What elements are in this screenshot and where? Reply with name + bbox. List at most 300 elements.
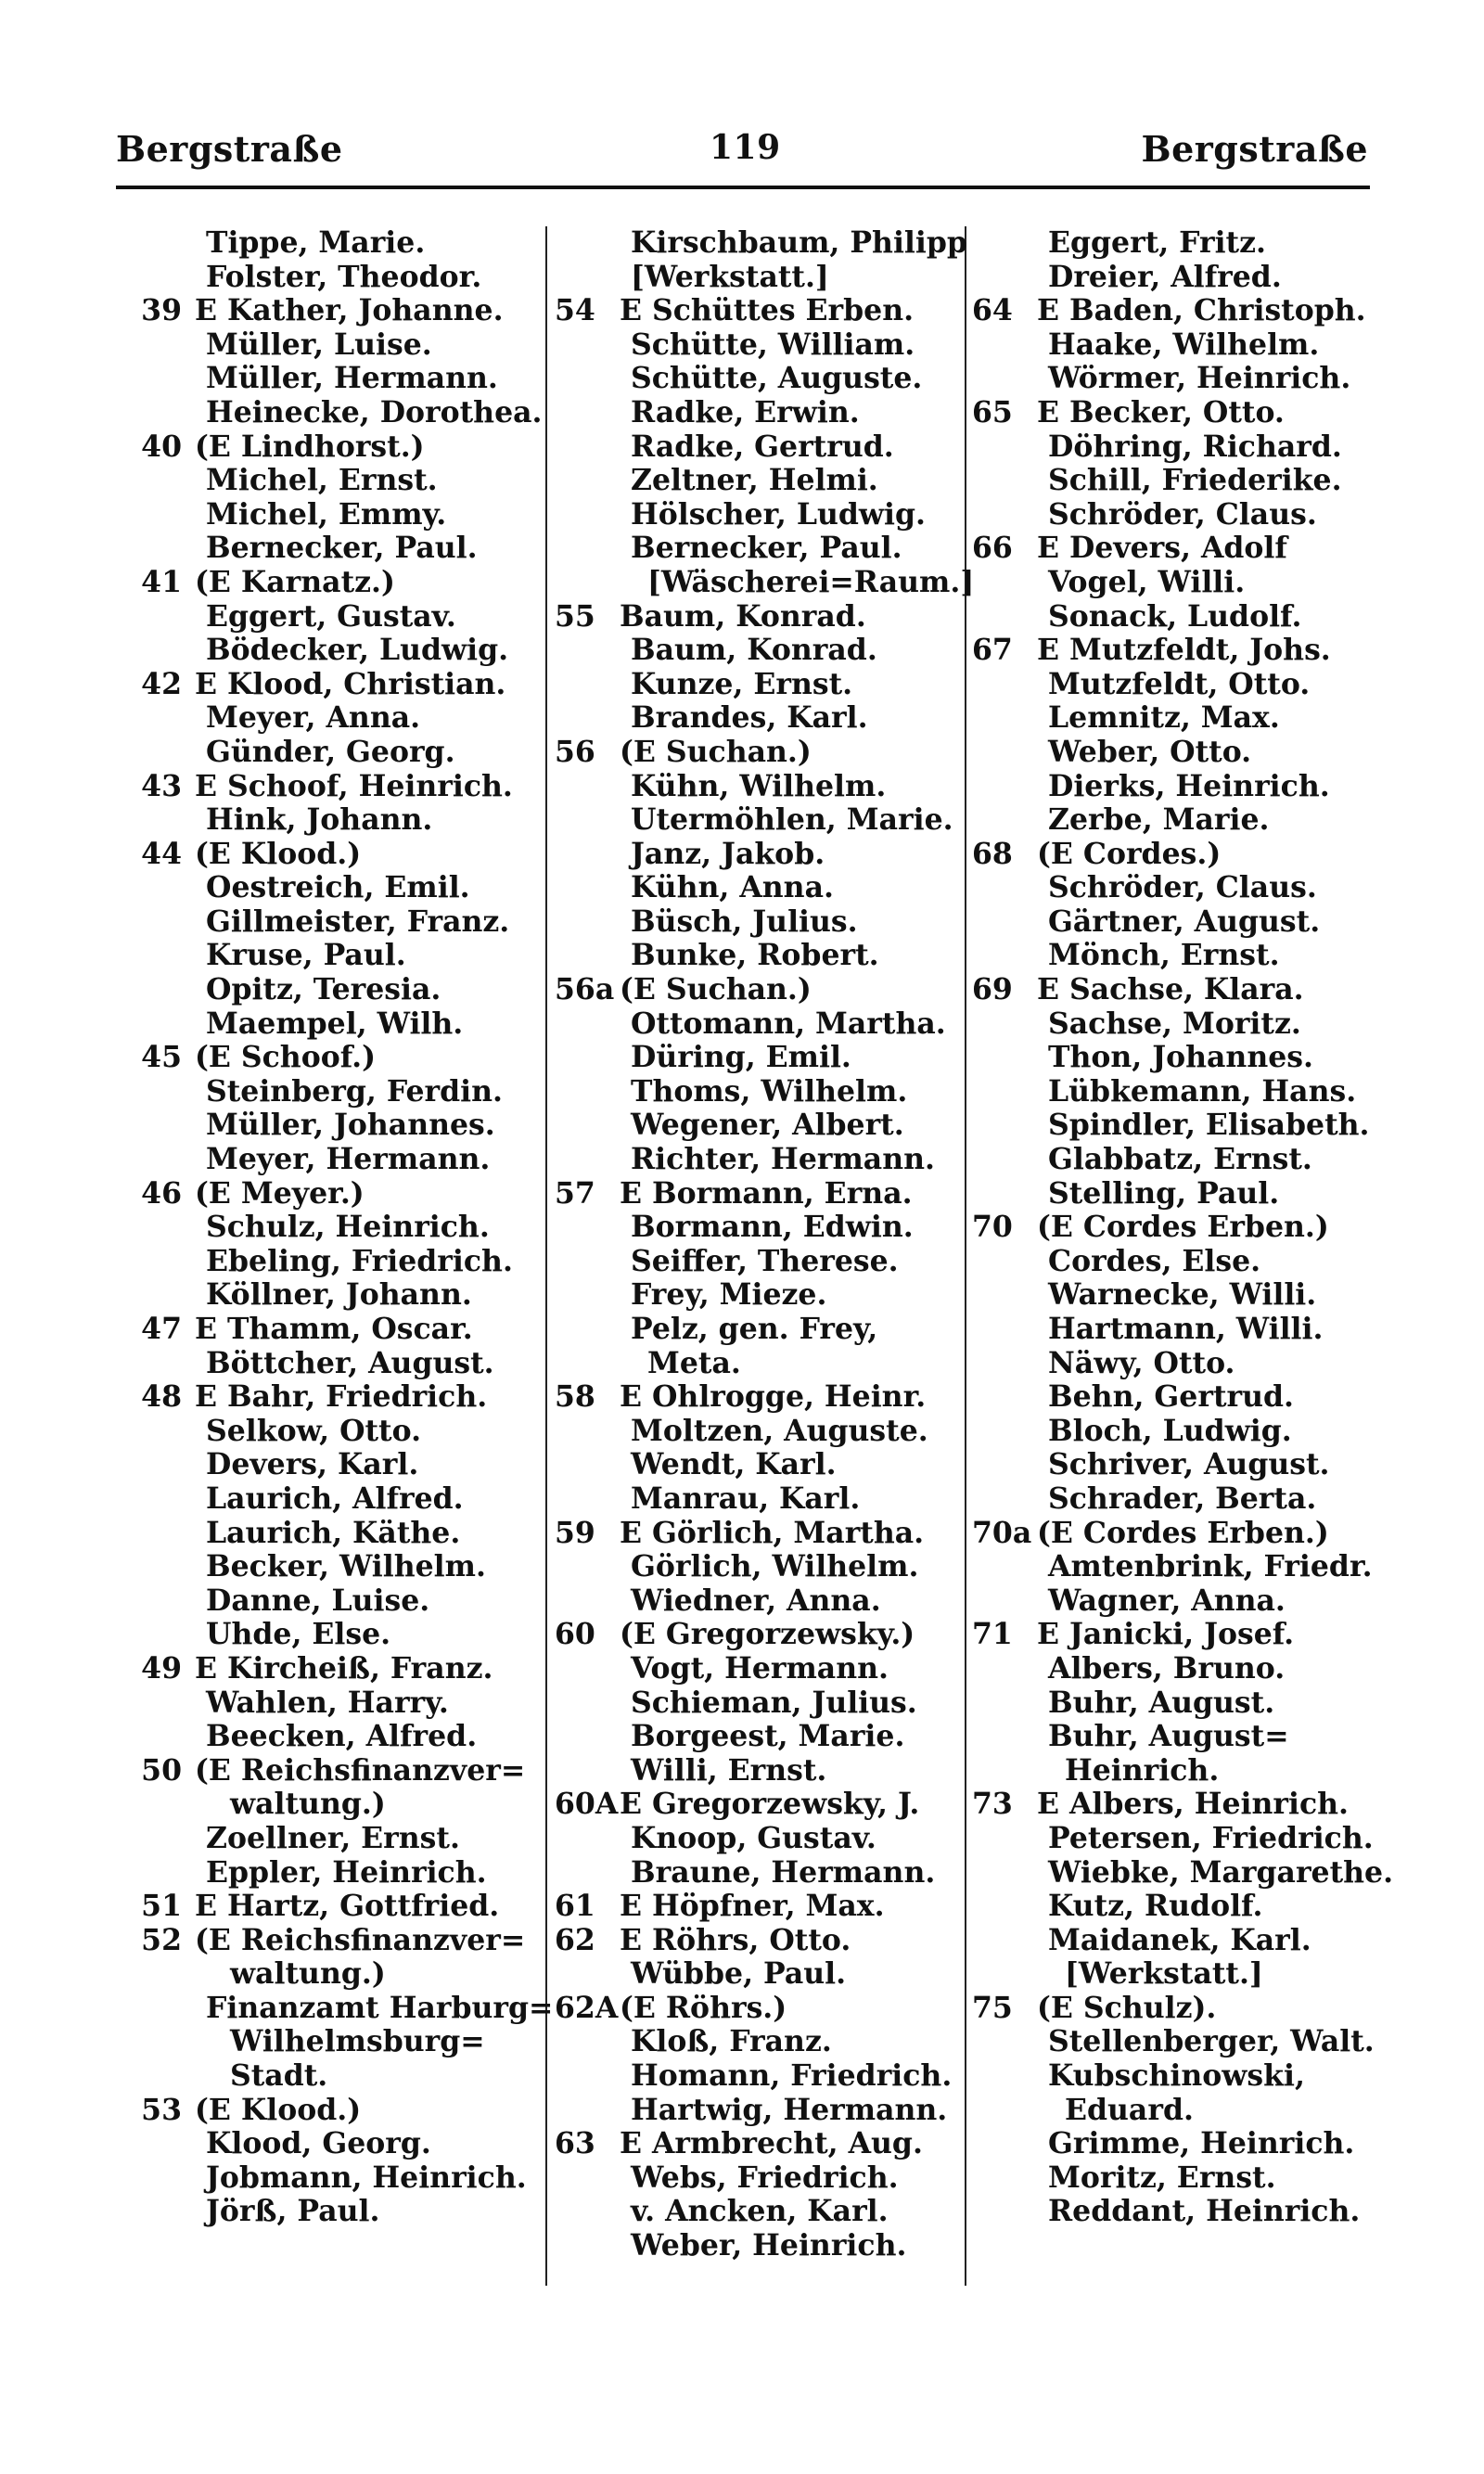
- directory-entry: [972, 600, 1380, 635]
- directory-entry: [555, 1278, 968, 1313]
- resident-name: Schieman, Julius.: [631, 1685, 917, 1720]
- resident-name: Meyer, Anna.: [206, 700, 421, 736]
- resident-name: (E Reichsfinanzver=: [195, 1922, 526, 1957]
- directory-entry: [972, 1517, 1380, 1551]
- resident-name: (E Meyer.): [195, 1175, 365, 1211]
- house-number: 63: [555, 2126, 595, 2161]
- directory-entry: [972, 1448, 1380, 1482]
- directory-entry: [555, 1517, 968, 1551]
- resident-name: Günder, Georg.: [206, 734, 455, 769]
- directory-entry: [555, 1415, 968, 1449]
- house-number: 45: [141, 1040, 182, 1075]
- house-number: 75: [972, 1990, 1013, 2025]
- directory-entry: [972, 464, 1380, 498]
- resident-name: Sonack, Ludolf.: [1048, 598, 1302, 634]
- directory-entry: [555, 803, 968, 838]
- resident-name: Manrau, Karl.: [631, 1481, 861, 1516]
- resident-name: Vogt, Hermann.: [631, 1650, 889, 1686]
- directory-entry: [972, 770, 1380, 804]
- directory-entry: [555, 328, 968, 363]
- resident-name: Bernecker, Paul.: [206, 531, 478, 566]
- directory-entry: [119, 430, 547, 465]
- page-number: 119: [710, 128, 781, 167]
- directory-entry: [972, 226, 1380, 261]
- directory-entry: [119, 1652, 547, 1686]
- house-number: 70a: [972, 1515, 1032, 1550]
- resident-name: Büsch, Julius.: [631, 904, 858, 939]
- house-number: 59: [555, 1515, 595, 1550]
- resident-name: E Armbrecht, Aug.: [620, 2126, 923, 2161]
- directory-entry: [119, 1278, 547, 1313]
- resident-name: (E Klood.): [195, 2092, 362, 2127]
- house-number: 56: [555, 734, 595, 769]
- resident-name: E Bormann, Erna.: [620, 1175, 913, 1211]
- house-number: 48: [141, 1379, 182, 1415]
- directory-entry: [119, 1788, 547, 1822]
- directory-entry: [555, 1720, 968, 1754]
- directory-column-2: [555, 225, 975, 2263]
- resident-name: Bloch, Ludwig.: [1048, 1413, 1292, 1448]
- directory-entry: [555, 1177, 968, 1211]
- resident-name: Selkow, Otto.: [206, 1413, 422, 1448]
- resident-name: v. Ancken, Karl.: [631, 2194, 889, 2229]
- directory-entry: [119, 1890, 547, 1924]
- directory-entry: [972, 498, 1380, 532]
- directory-entry: [119, 1380, 547, 1415]
- directory-entry: [972, 1550, 1380, 1584]
- house-number: 43: [141, 768, 182, 803]
- directory-entry: [555, 564, 975, 600]
- directory-entry: [119, 634, 547, 668]
- resident-name: Laurich, Alfred.: [206, 1481, 464, 1516]
- resident-name: E Kircheiß, Franz.: [195, 1650, 493, 1686]
- resident-name: Eppler, Heinrich.: [206, 1854, 487, 1890]
- directory-entry: [119, 1957, 547, 1992]
- resident-name: Eggert, Fritz.: [1048, 225, 1266, 260]
- directory-entry: [119, 498, 547, 532]
- resident-name: Willi, Ernst.: [631, 1752, 827, 1788]
- directory-entry: [972, 1992, 1380, 2026]
- resident-name: Kirschbaum, Philipp: [631, 225, 967, 260]
- resident-name: E Mutzfeldt, Johs.: [1037, 633, 1331, 668]
- directory-entry: [555, 1347, 968, 1381]
- resident-name: Mutzfeldt, Otto.: [1048, 666, 1311, 701]
- resident-name: E Röhrs, Otto.: [620, 1922, 851, 1957]
- resident-name: Hink, Johann.: [206, 802, 433, 838]
- house-number: 57: [555, 1175, 595, 1211]
- directory-entry: [972, 736, 1380, 770]
- resident-name: Amtenbrink, Friedr.: [1048, 1549, 1373, 1584]
- directory-entry: [555, 294, 968, 328]
- house-number: 62A: [555, 1990, 619, 2025]
- directory-entry: [119, 1822, 547, 1856]
- resident-name: Lübkemann, Hans.: [1048, 1073, 1357, 1109]
- resident-name: Ebeling, Friedrich.: [206, 1243, 513, 1278]
- resident-name: Reddant, Heinrich.: [1048, 2194, 1361, 2229]
- resident-name: Jobmann, Heinrich.: [206, 2160, 527, 2195]
- directory-entry: [555, 838, 968, 872]
- resident-name: Kubschinowski,: [1048, 2058, 1305, 2094]
- resident-name: Bernecker, Paul.: [631, 531, 902, 566]
- resident-name: Folster, Theodor.: [206, 259, 482, 294]
- resident-name: Warnecke, Willi.: [1048, 1277, 1317, 1313]
- directory-entry: [555, 1550, 968, 1584]
- directory-entry: [555, 2229, 968, 2263]
- directory-entry: [972, 1822, 1380, 1856]
- resident-name: Wahlen, Harry.: [206, 1685, 449, 1720]
- resident-name: Utermöhlen, Marie.: [631, 802, 953, 838]
- directory-entry: [972, 1211, 1380, 1245]
- directory-entry: [555, 1041, 968, 1075]
- house-number: 47: [141, 1312, 182, 1346]
- directory-entry: [555, 1482, 968, 1517]
- resident-name: Ottomann, Martha.: [631, 1006, 946, 1041]
- running-head-right: Bergstraße: [1141, 128, 1368, 170]
- directory-entry: [972, 2025, 1380, 2059]
- resident-name: (E Reichsfinanzver=: [195, 1752, 526, 1788]
- resident-name: Sachse, Moritz.: [1048, 1006, 1301, 1041]
- resident-name: Schütte, Auguste.: [631, 361, 923, 396]
- house-number: 68: [972, 836, 1013, 871]
- resident-name: Gillmeister, Franz.: [206, 904, 510, 939]
- resident-name: Zoellner, Ernst.: [206, 1820, 460, 1855]
- directory-entry: [972, 396, 1380, 430]
- directory-entry: [555, 396, 968, 430]
- resident-name: Dierks, Heinrich.: [1048, 768, 1330, 803]
- house-number: 39: [141, 293, 182, 328]
- directory-entry: [972, 1957, 1380, 1992]
- directory-entry: [972, 261, 1380, 295]
- directory-entry: [119, 1109, 547, 1143]
- directory-entry: [972, 1415, 1380, 1449]
- resident-name: Stellenberger, Walt.: [1048, 2024, 1375, 2059]
- resident-name: Baum, Konrad.: [631, 633, 877, 668]
- directory-entry: [972, 2059, 1380, 2094]
- house-number: 66: [972, 531, 1013, 566]
- directory-entry: [972, 1109, 1380, 1143]
- resident-name: E Ohlrogge, Heinr.: [620, 1379, 927, 1415]
- directory-entry: [972, 1041, 1380, 1075]
- resident-name: E Janicki, Josef.: [1037, 1617, 1295, 1652]
- resident-name: [Werkstatt.]: [1065, 1956, 1263, 1992]
- directory-entry: [119, 1007, 547, 1042]
- resident-name: Brandes, Karl.: [631, 700, 868, 736]
- house-number: 64: [972, 293, 1013, 328]
- resident-name: Baum, Konrad.: [620, 598, 866, 634]
- resident-name: E Devers, Adolf: [1037, 531, 1287, 566]
- directory-entry: [555, 1822, 968, 1856]
- directory-entry: [555, 634, 968, 668]
- house-number: 51: [141, 1889, 182, 1924]
- directory-entry: [119, 2094, 547, 2128]
- resident-name: [Werkstatt.]: [631, 259, 829, 294]
- resident-name: Janz, Jakob.: [631, 836, 825, 871]
- directory-entry: [972, 1075, 1380, 1109]
- directory-entry: [555, 1211, 968, 1245]
- directory-entry: [555, 905, 968, 940]
- page-header: [0, 119, 1484, 184]
- resident-name: Näwy, Otto.: [1048, 1345, 1235, 1380]
- resident-name: Grimme, Heinrich.: [1048, 2126, 1355, 2161]
- directory-entry: [972, 1347, 1380, 1381]
- directory-entry: [972, 1788, 1380, 1822]
- resident-name: Kruse, Paul.: [206, 938, 406, 973]
- resident-name: Wilhelmsburg=: [230, 2024, 485, 2059]
- resident-name: Tippe, Marie.: [206, 225, 426, 260]
- resident-name: (E Schulz).: [1037, 1990, 1217, 2025]
- resident-name: Schütte, William.: [631, 327, 915, 362]
- directory-entry: [972, 871, 1380, 905]
- resident-name: Klood, Georg.: [206, 2126, 431, 2161]
- resident-name: (E Cordes Erben.): [1037, 1210, 1329, 1245]
- directory-entry: [119, 328, 547, 363]
- directory-entry: [119, 838, 547, 872]
- resident-name: Webs, Friedrich.: [631, 2160, 899, 2195]
- directory-entry: [555, 1856, 968, 1891]
- resident-name: Michel, Ernst.: [206, 463, 438, 498]
- house-number: 41: [141, 564, 182, 599]
- house-number: 46: [141, 1175, 182, 1211]
- directory-entry: [972, 362, 1380, 396]
- directory-entry: [119, 2195, 547, 2229]
- directory-entry: [119, 973, 547, 1007]
- directory-entry: [555, 1313, 968, 1347]
- directory-entry: [119, 1177, 547, 1211]
- directory-entry: [119, 668, 547, 702]
- directory-entry: [119, 1924, 547, 1958]
- directory-entry: [555, 701, 968, 736]
- directory-entry: [119, 261, 547, 295]
- resident-name: Kloß, Franz.: [631, 2024, 832, 2059]
- directory-entry: [119, 701, 547, 736]
- directory-entry: [119, 1856, 547, 1891]
- directory-entry: [119, 1415, 547, 1449]
- directory-entry: [555, 1245, 968, 1279]
- resident-name: Maidanek, Karl.: [1048, 1922, 1311, 1957]
- directory-entry: [555, 2094, 968, 2128]
- directory-entry: [972, 1278, 1380, 1313]
- resident-name: E Baden, Christoph.: [1037, 293, 1366, 328]
- house-number: 54: [555, 293, 595, 328]
- resident-name: Schröder, Claus.: [1048, 496, 1317, 532]
- resident-name: Beecken, Alfred.: [206, 1719, 478, 1754]
- directory-entry: [119, 2025, 547, 2059]
- directory-entry: [119, 1618, 547, 1652]
- resident-name: Danne, Luise.: [206, 1583, 430, 1618]
- directory-entry: [119, 1517, 547, 1551]
- house-number: 69: [972, 972, 1013, 1007]
- resident-name: Eduard.: [1065, 2092, 1194, 2127]
- directory-entry: [555, 939, 968, 973]
- resident-name: waltung.): [230, 1787, 386, 1822]
- resident-name: Schill, Friederike.: [1048, 463, 1342, 498]
- directory-entry: [119, 1550, 547, 1584]
- resident-name: Wiebke, Margarethe.: [1048, 1854, 1394, 1890]
- directory-entry: [119, 905, 547, 940]
- directory-entry: [972, 2161, 1380, 2196]
- directory-entry: [555, 1992, 968, 2026]
- resident-name: Kunze, Ernst.: [631, 666, 853, 701]
- resident-name: Stadt.: [230, 2058, 328, 2094]
- house-number: 58: [555, 1379, 595, 1415]
- house-number: 52: [141, 1922, 182, 1957]
- directory-entry: [972, 634, 1380, 668]
- house-number: 49: [141, 1650, 182, 1686]
- directory-entry: [972, 1143, 1380, 1177]
- resident-name: E Kather, Johanne.: [195, 293, 504, 328]
- resident-name: Döhring, Richard.: [1048, 429, 1342, 464]
- directory-entry: [555, 1652, 968, 1686]
- directory-entry: [119, 1990, 554, 2026]
- resident-name: E Becker, Otto.: [1037, 394, 1285, 429]
- running-head-left: Bergstraße: [116, 128, 343, 170]
- resident-name: Weber, Heinrich.: [631, 2228, 907, 2263]
- directory-entry: [555, 1380, 968, 1415]
- resident-name: E Schüttes Erben.: [620, 293, 915, 328]
- directory-entry: [972, 2127, 1380, 2161]
- directory-entry: [972, 2094, 1380, 2128]
- directory-entry: [119, 566, 547, 600]
- directory-entry: [555, 2025, 968, 2059]
- directory-entry: [119, 770, 547, 804]
- resident-name: Finanzamt Harburg=: [206, 1990, 554, 2025]
- resident-name: E Sachse, Klara.: [1037, 972, 1304, 1007]
- resident-name: Opitz, Teresia.: [206, 972, 441, 1007]
- directory-entry: [119, 464, 547, 498]
- house-number: 53: [141, 2092, 182, 2127]
- house-number: 73: [972, 1787, 1013, 1822]
- resident-name: Bunke, Robert.: [631, 938, 879, 973]
- directory-entry: [555, 1754, 968, 1788]
- resident-name: Laurich, Käthe.: [206, 1515, 461, 1550]
- resident-name: Hartmann, Willi.: [1048, 1312, 1324, 1346]
- resident-name: Eggert, Gustav.: [206, 598, 456, 634]
- resident-name: Buhr, August.: [1048, 1685, 1275, 1720]
- directory-entry: [972, 1380, 1380, 1415]
- resident-name: (E Cordes.): [1037, 836, 1222, 871]
- directory-entry: [119, 1313, 547, 1347]
- resident-name: Cordes, Else.: [1048, 1243, 1261, 1278]
- resident-name: Frey, Mieze.: [631, 1277, 827, 1313]
- house-number: 55: [555, 598, 595, 634]
- resident-name: (E Lindhorst.): [195, 429, 425, 464]
- directory-entry: [119, 939, 547, 973]
- directory-entry: [972, 1652, 1380, 1686]
- directory-entry: [555, 2161, 968, 2196]
- directory-entry: [555, 261, 968, 295]
- directory-entry: [555, 1075, 968, 1109]
- resident-name: Heinrich.: [1065, 1752, 1220, 1788]
- resident-name: Kutz, Rudolf.: [1048, 1889, 1263, 1924]
- directory-entry: [555, 2195, 968, 2229]
- directory-entry: [972, 1686, 1380, 1721]
- resident-name: Spindler, Elisabeth.: [1048, 1108, 1370, 1143]
- directory-entry: [972, 1618, 1380, 1652]
- resident-name: Becker, Wilhelm.: [206, 1549, 486, 1584]
- directory-entry: [972, 1754, 1380, 1788]
- directory-entry: [119, 1245, 547, 1279]
- resident-name: Radke, Gertrud.: [631, 429, 894, 464]
- resident-name: Meyer, Hermann.: [206, 1142, 491, 1177]
- directory-entry: [555, 2059, 968, 2094]
- resident-name: Weber, Otto.: [1048, 734, 1252, 769]
- directory-entry: [119, 1584, 547, 1619]
- resident-name: Vogel, Willi.: [1048, 564, 1246, 599]
- directory-entry: [555, 532, 968, 566]
- house-number: 71: [972, 1617, 1013, 1652]
- house-number: 50: [141, 1752, 182, 1788]
- resident-name: E Albers, Heinrich.: [1037, 1787, 1349, 1822]
- resident-name: E Görlich, Martha.: [620, 1515, 925, 1550]
- resident-name: E Höpfner, Max.: [620, 1889, 885, 1924]
- resident-name: Schriver, August.: [1048, 1447, 1330, 1482]
- resident-name: Müller, Hermann.: [206, 361, 498, 396]
- resident-name: E Hartz, Gottfried.: [195, 1889, 500, 1924]
- resident-name: Maempel, Wilh.: [206, 1006, 464, 1041]
- directory-entry: [119, 532, 547, 566]
- directory-entry: [555, 498, 968, 532]
- directory-entry: [119, 226, 547, 261]
- directory-entry: [972, 1890, 1380, 1924]
- header-rule: [116, 186, 1370, 189]
- resident-name: Pelz, gen. Frey,: [631, 1312, 878, 1346]
- directory-entry: [119, 2161, 547, 2196]
- directory-entry: [972, 973, 1380, 1007]
- resident-name: Seiffer, Therese.: [631, 1243, 899, 1278]
- directory-entry: [555, 1143, 968, 1177]
- house-number: 62: [555, 1922, 595, 1957]
- resident-name: Wörmer, Heinrich.: [1048, 361, 1351, 396]
- directory-entry: [119, 1075, 547, 1109]
- resident-name: Meta.: [647, 1345, 741, 1380]
- resident-name: E Klood, Christian.: [195, 666, 506, 701]
- resident-name: (E Suchan.): [620, 972, 812, 1007]
- directory-entry: [972, 1313, 1380, 1347]
- directory-entry: [119, 294, 547, 328]
- directory-entry: [119, 600, 547, 635]
- house-number: 40: [141, 429, 182, 464]
- directory-entry: [119, 2127, 547, 2161]
- resident-name: Knoop, Gustav.: [631, 1820, 876, 1855]
- resident-name: Bödecker, Ludwig.: [206, 633, 509, 668]
- directory-entry: [972, 701, 1380, 736]
- directory-entry: [555, 1109, 968, 1143]
- resident-name: Wegener, Albert.: [631, 1108, 904, 1143]
- directory-entry: [119, 871, 547, 905]
- resident-name: Heinecke, Dorothea.: [206, 394, 543, 429]
- resident-name: (E Gregorzewsky.): [620, 1617, 915, 1652]
- resident-name: Jörß, Paul.: [206, 2194, 380, 2229]
- directory-column-1: [119, 225, 554, 2229]
- resident-name: Radke, Erwin.: [631, 394, 860, 429]
- directory-entry: [555, 1924, 968, 1958]
- directory-entry: [555, 1788, 968, 1822]
- directory-entry: [119, 736, 547, 770]
- directory-entry: [972, 294, 1380, 328]
- directory-entry: [972, 1007, 1380, 1042]
- house-number: 60: [555, 1617, 595, 1652]
- resident-name: Düring, Emil.: [631, 1040, 851, 1075]
- resident-name: Moritz, Ernst.: [1048, 2160, 1276, 2195]
- directory-entry: [972, 1482, 1380, 1517]
- resident-name: Lemnitz, Max.: [1048, 700, 1280, 736]
- resident-name: Albers, Bruno.: [1048, 1650, 1286, 1686]
- house-number: 42: [141, 666, 182, 701]
- directory-entry: [972, 430, 1380, 465]
- directory-entry: [555, 1686, 968, 1721]
- directory-entry: [119, 803, 547, 838]
- resident-name: Thon, Johannes.: [1048, 1040, 1313, 1075]
